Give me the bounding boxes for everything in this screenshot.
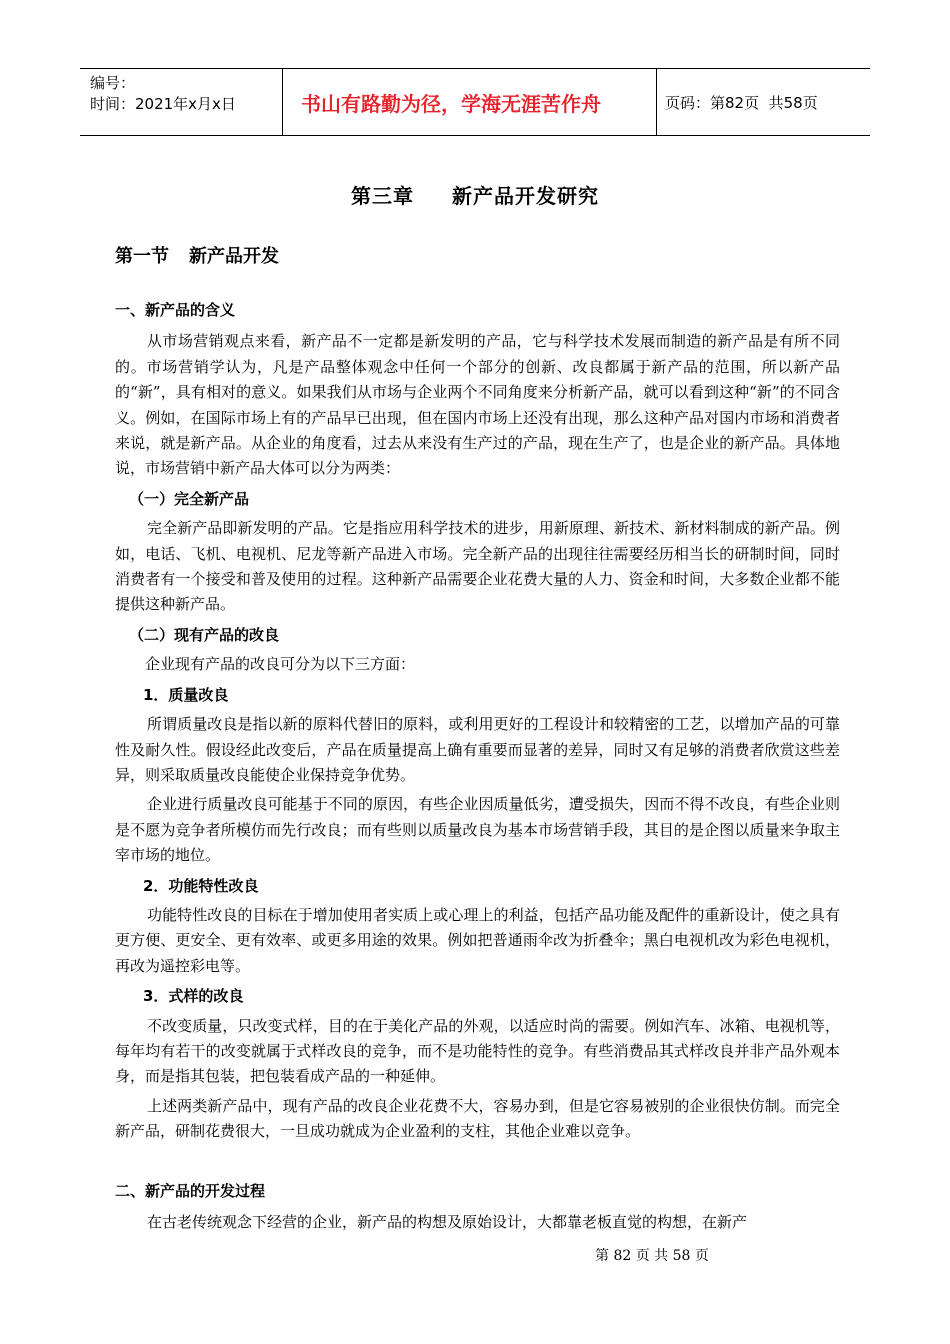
chapter-name: 新产品开发研究 bbox=[452, 184, 599, 208]
paragraph: 从市场营销观点来看，新产品不一定都是新发明的产品，它与科学技术发展而制造的新产品是有所不同的。市场营销学认为，凡是产品整体观念中任何一个部分的创新、改良都属于新产品的范围，所以新产品的“新”，具有相对的意义。如果我们从市场与企业两个不同角度来分析新产品，就可以看到这种“新”的不同含义。例如，在国际市场上有的产品早已出现，但在国内市场上还没有出现，那么这种产品对国内市场和消费者来说，就是新产品。从企业的角度看，过去从来没有生产过的产品，现在生产了，也是企业的新产品。具体地说，市场营销中新产品大体可以分为两类： bbox=[115, 332, 840, 478]
header-motto: 书山有路勤为径，学海无涯苦作舟 bbox=[282, 69, 657, 135]
paragraph: 功能特性改良的目标在于增加使用者实质上或心理上的利益，包括产品功能及配件的重新设计，使之具有更方便、更安全、更有效率、或更多用途的效果。例如把普通雨伞改为折叠伞；黑白电视机改为彩色电视机，再改为遥控彩电等。 bbox=[115, 905, 840, 975]
section-title bbox=[115, 242, 279, 268]
section-name: 新产品开发 bbox=[189, 246, 279, 267]
document-code-label: 编号： bbox=[90, 74, 136, 92]
chapter-number: 第三章 bbox=[351, 184, 414, 208]
paragraph: 上述两类新产品中，现有产品的改良企业花费不大，容易办到，但是它容易被别的企业很快仿制。而完全新产品，研制花费很大，一旦成功就成为企业盈利的支柱，其他企业难以竞争。 bbox=[115, 1096, 840, 1141]
header-left-cell bbox=[80, 69, 282, 135]
header-page-info: 页码：第82页 共58页 bbox=[665, 93, 818, 112]
item-function: 2．功能特性改良 bbox=[143, 876, 259, 895]
item-quality: 1．质量改良 bbox=[143, 685, 229, 704]
chapter-title bbox=[0, 180, 950, 209]
paragraph: 完全新产品即新发明的产品。它是指应用科学技术的进步，用新原理、新技术、新材料制成的新产品。例如，电话、飞机、电视机、尼龙等新产品进入市场。完全新产品的出现往往需要经历相当长的研制时间，同时消费者有一个接受和普及使用的过程。这种新产品需要企业花费大量的人力、资金和时间，大多数企业都不能提供这种新产品。 bbox=[115, 519, 840, 614]
document-date: 时间：2021年x月x日 bbox=[90, 95, 236, 113]
heading-process: 二、新产品的开发过程 bbox=[115, 1181, 266, 1200]
page-footer: 第 82 页 共 58 页 bbox=[595, 1248, 709, 1264]
paragraph: 不改变质量，只改变式样，目的在于美化产品的外观，以适应时尚的需要。例如汽车、冰箱、电视机等，每年均有若干的改变就属于式样改良的竞争，而不是功能特性的竞争。有些消费品其式样改良并非产品外观本身，而是指其包装，把包装看成产品的一种延伸。 bbox=[115, 1016, 840, 1086]
paragraph: 企业进行质量改良可能基于不同的原因，有些企业因质量低劣，遭受损失，因而不得不改良，有些企业则是不愿为竞争者所模仿而先行改良；而有些则以质量改良为基本市场营销手段，其目的是企图以质量来争取主宰市场的地位。 bbox=[115, 795, 840, 865]
paragraph: 在古老传统观念下经营的企业，新产品的构想及原始设计，大都靠老板直觉的构想，在新产 bbox=[147, 1213, 748, 1231]
paragraph: 所谓质量改良是指以新的原料代替旧的原料，或利用更好的工程设计和较精密的工艺，以增加产品的可靠性及耐久性。假设经此改变后，产品在质量提高上确有重要而显著的差异，同时又有足够的消费者欣赏这些差异，则采取质量改良能使企业保持竞争优势。 bbox=[115, 715, 840, 784]
header-table bbox=[80, 68, 870, 136]
section-number: 第一节 bbox=[115, 246, 169, 267]
document-body bbox=[115, 298, 840, 1239]
heading-meaning: 一、新产品的含义 bbox=[115, 301, 236, 319]
header-page-info-cell bbox=[657, 69, 870, 135]
item-style: 3．式样的改良 bbox=[143, 987, 244, 1006]
subheading-new-product: （一）完全新产品 bbox=[129, 489, 250, 508]
paragraph: 企业现有产品的改良可分为以下三方面： bbox=[145, 655, 416, 674]
subheading-improvement: （二）现有产品的改良 bbox=[129, 625, 280, 644]
